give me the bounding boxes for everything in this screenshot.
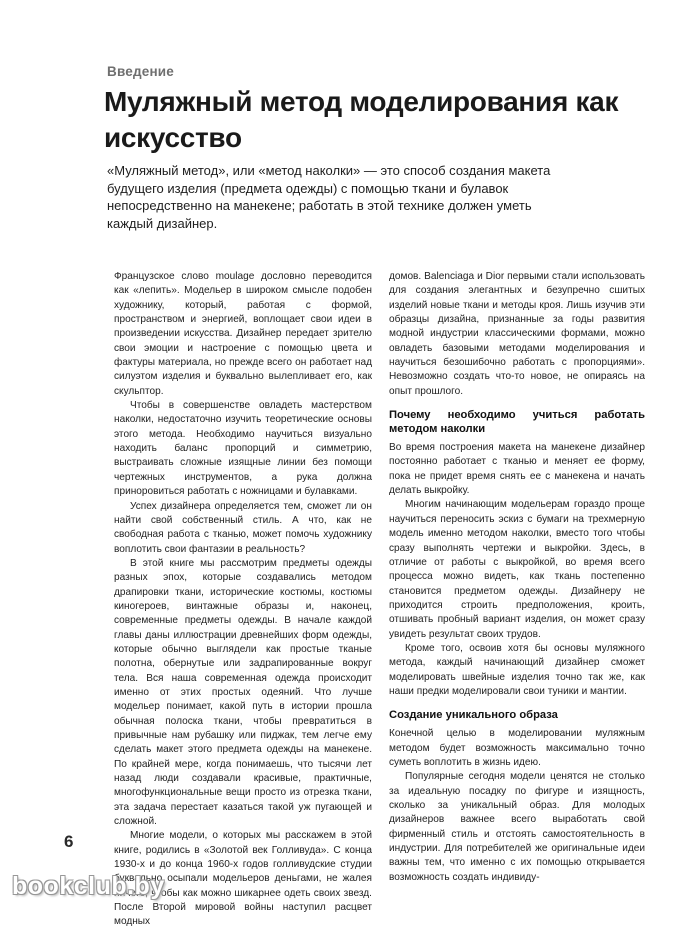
subheading: Почему необходимо учиться работать методом наколки: [389, 409, 645, 436]
paragraph: Популярные сегодня модели ценятся не столько за идеальную посадку по фигуре и изящность, сколько за уникальный образ. Для молодых дизайнеров важнее всего выработать свой фирменный стиль и отстоять самостоятельность в индустрии. Для потребителей же оригинальные идеи важны тем, что именно с их помощью открывается возможность создать индивиду-: [389, 771, 645, 883]
paragraph: Кроме того, освоив хотя бы основы муляжного метода, каждый начинающий дизайнер сможет моделировать швейные изделия точно так же, как наши предки моделировали свои туники и мантии.: [389, 642, 645, 697]
lead-paragraph: «Муляжный метод», или «метод наколки» — это способ создания макета будущего изделия (предмета одежды) с помощью ткани и булавок непосредственно на манекене; работать в этой технике должен уметь каждый дизайнер.: [107, 163, 551, 231]
watermark-logo: bookclub.by: [12, 872, 165, 900]
right-column: [389, 270, 645, 885]
paragraph: В этой книге мы рассмотрим предметы одежды разных эпох, которые создавались методом драпировки ткани, исторические костюмы, костюмы киногероев, винтажные образы и, наконец, современные предметы одежды. В начале каждой главы даны иллюстрации древнейших форм одежды, которые обычно выглядели как простые тканые полотна, обернутые или задрапированные вокруг тела. Вся наша современная одежда происходит именно от этих простых одеяний. Что лучше модельер понимает, какой путь в истории прошла обычная полоска ткани, чтобы превратиться в привычные нам рубашку или пиджак, тем легче ему сделать макет этого предмета одежды на манекене. По крайней мере, когда понимаешь, что тысячи лет назад люди создавали красивые, практичные, многофункциональные вещи просто из отрезка ткани, эта задача перестает казаться такой уж пугающей и сложной.: [114, 557, 372, 828]
paragraph: Во время построения макета на манекене дизайнер постоянно работает с тканью и меняет ее форму, пока не придет время снять ее с манекена и начать делать выкройку.: [389, 442, 645, 497]
paragraph: Успех дизайнера определяется тем, сможет ли он найти свой собственный стиль. А что, как не свободная работа с тканью, может помочь художнику воплотить свои фантазии в реальность?: [114, 500, 372, 555]
page-number: 6: [64, 832, 74, 851]
subheading: Создание уникального образа: [389, 709, 558, 722]
paragraph: домов. Balenciaga и Dior первыми стали использовать для создания элегантных и безупречно сшитых изделий новые ткани и методы кроя. Лишь изучив эти образцы дизайна, признанные за годы развития модной индустрии классическими формами, можно овладеть базовыми методами моделирования и научиться безошибочно работать с пропорциями». Невозможно создать что-то новое, не опираясь на опыт прошлого.: [389, 271, 645, 397]
paragraph: Конечной целью в моделировании муляжным методом будет возможность максимально точно суметь воплотить в жизнь идею.: [389, 728, 645, 768]
page-title: Муляжный метод моделирования как искусство: [104, 86, 619, 153]
left-column: [114, 270, 372, 930]
paragraph: Чтобы в совершенстве овладеть мастерством наколки, недостаточно изучить теоретические основы этого метода. Необходимо научиться визуально находить баланс пропорций и симметрию, выстраивать сложные изящные линии без помощи чертежных инструментов, а рука должна приноровиться работать с ножницами и булавками.: [114, 400, 372, 498]
paragraph: Многим начинающим модельерам гораздо проще научиться переносить эскиз с бумаги на трехмерную модель именно методом наколки, вместо того чтобы сразу выполнять чертежи и выкройки. Здесь, в отличие от работы с выкройкой, во время всего процесса можно видеть, как ткань постепенно становится предметом одежды. Дизайнеру не приходится строить предположения, кроить, отшивать пробный вариант изделия, он может сразу увидеть результат своих трудов.: [389, 499, 645, 640]
paragraph: Многие модели, о которых мы расскажем в этой книге, родились в «Золотой век Голливуда». С конца 1930-х и до конца 1960-х годов голливудские студии буквально осыпали модельеров деньгами, не жалея ничего, чтобы как можно шикарнее одеть своих звезд. После Второй мировой войны наступил расцвет модных: [114, 830, 372, 928]
paragraph: Французское слово moulage дословно переводится как «лепить». Модельер в широком смысле подобен художнику, который, работая с формой, пространством и энергией, воплощает свои идеи в произведении искусства. Дизайнер передает зрителю свои эмоции и настроение с помощью цвета и фактуры материала, но прежде всего он работает над силуэтом изделия и буквально вылепливает его, как скульптор.: [114, 271, 372, 397]
section-label: Введение: [107, 64, 175, 79]
